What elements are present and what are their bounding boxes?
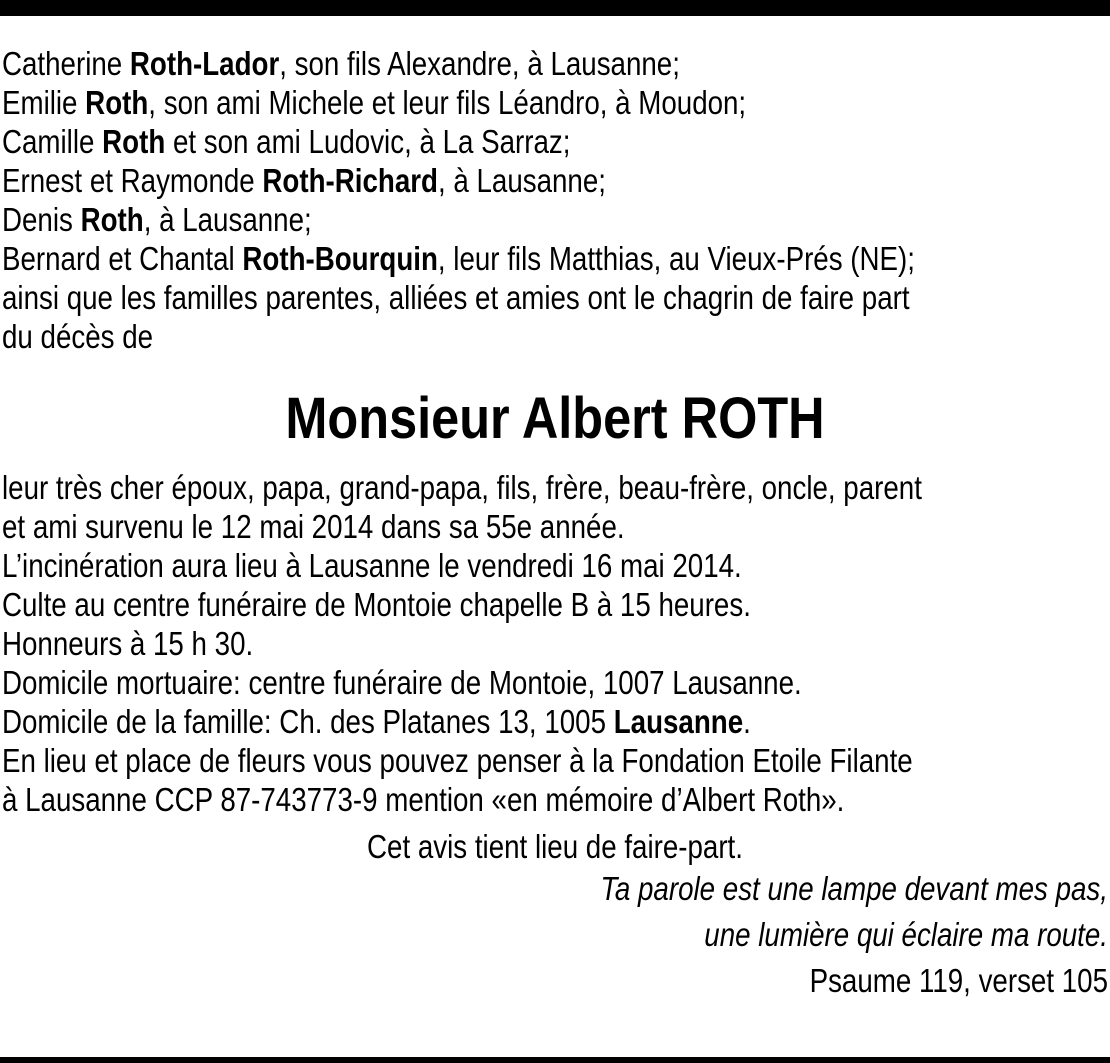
- detail-line: et ami survenu le 12 mai 2014 dans sa 55e année.: [2, 508, 625, 545]
- detail-line: Domicile mortuaire: centre funéraire de Montoie, 1007 Lausanne.: [2, 664, 802, 701]
- family-line: Bernard et Chantal Roth-Bourquin, leur fils Matthias, au Vieux-Prés (NE);: [2, 240, 915, 277]
- donation-line: En lieu et place de fleurs vous pouvez penser à la Fondation Etoile Filante: [2, 742, 913, 779]
- family-line: Emilie Roth, son ami Michele et leur fils Léandro, à Moudon;: [2, 84, 747, 121]
- donation-line: à Lausanne CCP 87-743773-9 mention «en mémoire d’Albert Roth».: [2, 781, 845, 818]
- top-rule: [0, 0, 1110, 16]
- closing-note: Cet avis tient lieu de faire-part.: [367, 828, 743, 865]
- verse-line: Ta parole est une lampe devant mes pas,: [600, 870, 1108, 907]
- details-block: [2, 468, 1108, 819]
- intro-line: du décès de: [2, 318, 154, 355]
- deceased-name: Monsieur Albert ROTH: [285, 386, 825, 451]
- bottom-rule: [0, 1057, 1110, 1063]
- family-address-line: Domicile de la famille: Ch. des Platanes 13, 1005 Lausanne.: [2, 703, 751, 740]
- intro-line: ainsi que les familles parentes, alliées et amies ont le chagrin de faire part: [2, 279, 910, 316]
- detail-line: leur très cher époux, papa, grand-papa, fils, frère, beau-frère, oncle, parent: [2, 469, 922, 506]
- detail-line: Honneurs à 15 h 30.: [2, 625, 254, 662]
- verse-reference: Psaume 119, verset 105: [809, 962, 1108, 999]
- family-list: [2, 44, 1108, 278]
- family-line: Denis Roth, à Lausanne;: [2, 201, 312, 238]
- detail-line: Culte au centre funéraire de Montoie chapelle B à 15 heures.: [2, 586, 751, 623]
- detail-line: L’incinération aura lieu à Lausanne le vendredi 16 mai 2014.: [2, 547, 742, 584]
- family-line: Camille Roth et son ami Ludovic, à La Sarraz;: [2, 123, 571, 160]
- family-line: Ernest et Raymonde Roth-Richard, à Lausanne;: [2, 162, 606, 199]
- obituary-notice: [2, 44, 1108, 1004]
- verse-line: une lumière qui éclaire ma route.: [704, 916, 1108, 953]
- family-line: Catherine Roth-Lador, son fils Alexandre, à Lausanne;: [2, 45, 680, 82]
- verse-block: [2, 866, 1108, 1004]
